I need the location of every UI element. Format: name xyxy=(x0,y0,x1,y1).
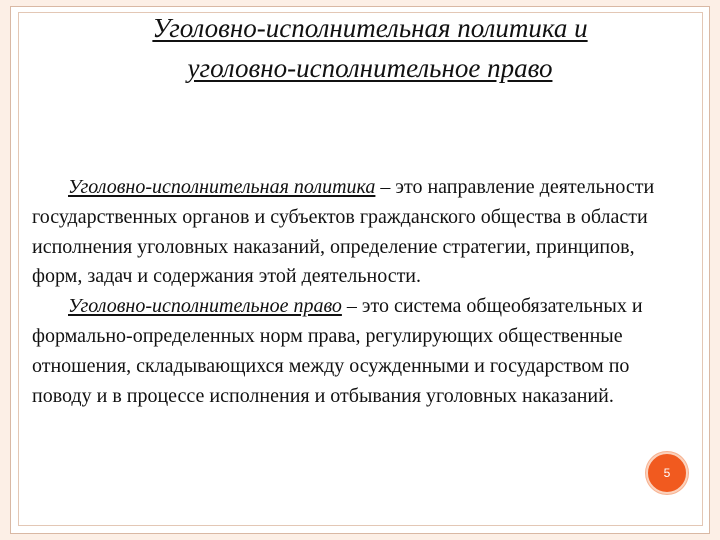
slide-body xyxy=(32,173,682,411)
term-policy: Уголовно-исполнительная политика xyxy=(68,176,376,198)
definition-text-policy: – это направление деятельности государственных органов и субъектов гражданского общества в области исполнения уголовных наказаний, определение стратегии, принципов, форм, задач и содержания этой деятельности. xyxy=(32,176,655,288)
slide-title-line-1: Уголовно-исполнительная политика и xyxy=(152,13,588,43)
slide-title-line-2: уголовно-исполнительное право xyxy=(187,53,553,83)
definition-text-law: – это система общеобязательных и формально-определенных норм права, регулирующих общественные отношения, складывающихся между осужденными и государством по поводу и в процессе исполнения и отбывания уголовных наказаний. xyxy=(32,295,643,407)
slide-title xyxy=(30,8,710,88)
term-law: Уголовно-исполнительное право xyxy=(68,295,342,318)
page-number-badge: 5 xyxy=(646,452,688,494)
definition-paragraph-policy xyxy=(32,173,682,292)
definition-paragraph-law xyxy=(32,292,682,411)
